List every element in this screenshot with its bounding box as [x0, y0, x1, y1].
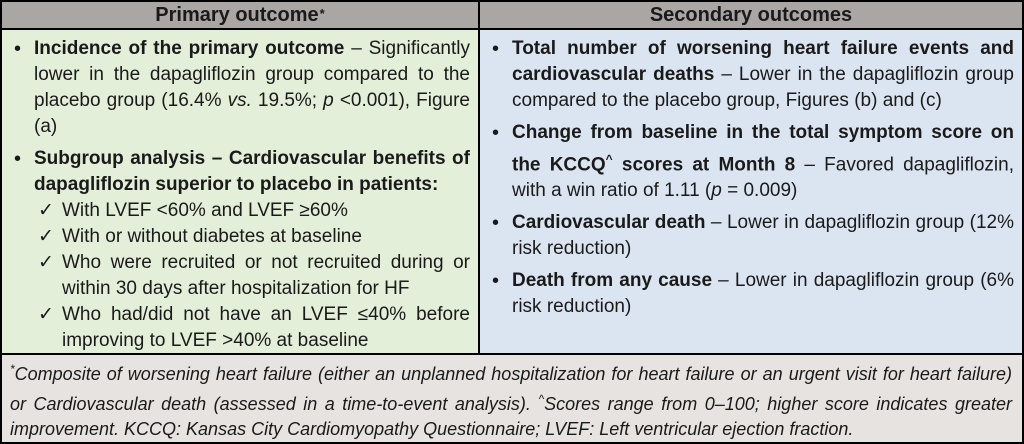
item-text	[512, 210, 1014, 262]
check-item	[38, 224, 470, 250]
text-segment: scores at Month 8	[612, 154, 796, 176]
asterisk-superscript: *	[319, 5, 325, 21]
text-segment: Scores range from 0–100; higher score indicates greater improvement. KCCQ: Kansas City Cardiomyopathy Questionnaire; LVEF: Left ventricular ejection fraction.	[10, 394, 1012, 439]
check-icon: ✓	[38, 304, 54, 325]
text-segment: Subgroup analysis – Cardiovascular benefits of dapagliflozin superior to placebo in patients:	[34, 148, 470, 195]
item-text	[62, 198, 470, 224]
item-text	[512, 120, 1014, 204]
bullet-item	[14, 36, 470, 140]
text-segment: = 0.009)	[721, 180, 798, 202]
text-segment: – Significantly lower in the dapagliflozin group compared to the placebo group (16.4%	[34, 38, 470, 111]
secondary-outcomes-header-label: Secondary outcomes	[649, 4, 853, 26]
text-segment: Total number of worsening heart failure events and cardiovascular deaths	[512, 38, 1014, 85]
item-text	[34, 36, 470, 140]
secondary-outcomes-header	[480, 2, 1022, 28]
bullet-item	[492, 268, 1014, 320]
check-icon: ✓	[38, 252, 54, 273]
bullet-item	[492, 210, 1014, 262]
text-segment: – Favored dapagliflozin, with a win ratio of 1.11 (	[512, 154, 1014, 202]
table-body-row	[2, 30, 1022, 353]
check-item	[38, 302, 470, 353]
bullet-item	[14, 146, 470, 198]
bullet-icon: •	[492, 122, 500, 144]
item-text	[512, 36, 1014, 114]
text-segment: Cardiovascular death	[512, 212, 706, 234]
text-segment: vs.	[227, 90, 252, 111]
item-text	[62, 250, 470, 302]
bullet-icon: •	[492, 38, 500, 60]
check-item	[38, 250, 470, 302]
table-header-row	[2, 2, 1022, 30]
bullet-item	[492, 120, 1014, 204]
item-text	[62, 302, 470, 353]
text-segment: *	[10, 362, 15, 376]
text-segment: Change from baseline in the total symptom score on the KCCQ	[512, 122, 1014, 176]
text-segment: With LVEF <60% and LVEF ≥60%	[62, 200, 348, 221]
text-segment: Death from any cause	[512, 270, 713, 292]
text-segment: – Lower in the dapagliflozin group compared to the placebo group, Figures (b) and (c)	[512, 64, 1014, 111]
primary-outcome-header	[2, 2, 480, 28]
secondary-outcomes-cell	[480, 30, 1022, 353]
check-icon: ✓	[38, 200, 54, 221]
primary-outcome-cell	[2, 30, 480, 353]
footnote	[2, 353, 1022, 442]
bullet-icon: •	[14, 148, 22, 170]
text-segment: 19.5%;	[251, 90, 324, 111]
text-segment: – Lower in dapagliflozin group (12% risk reduction)	[512, 212, 1014, 260]
check-icon: ✓	[38, 226, 54, 247]
text-segment: Composite of worsening heart failure (either an unplanned hospitalization for heart failure or an urgent visit for heart failure) or Cardiovascular death (assessed in a time-to-event analysis).	[10, 364, 1012, 414]
item-text	[34, 146, 470, 198]
bullet-item	[492, 36, 1014, 114]
primary-outcome-header-label: Primary outcome	[155, 4, 319, 26]
text-segment: With or without diabetes at baseline	[62, 226, 362, 247]
item-text	[512, 268, 1014, 320]
text-segment: ^	[605, 152, 613, 166]
bullet-icon: •	[492, 270, 500, 293]
bullet-icon: •	[492, 212, 500, 235]
item-text	[62, 224, 470, 250]
text-segment: Who had/did not have an LVEF ≤40% before improving to LVEF >40% at baseline	[62, 304, 470, 351]
bullet-icon: •	[14, 38, 22, 60]
text-segment: Incidence of the primary outcome	[34, 38, 345, 59]
text-segment: – Lower in dapagliflozin group (6% risk reduction)	[512, 270, 1014, 318]
check-item	[38, 198, 470, 224]
text-segment: p	[711, 180, 722, 202]
text-segment: <0.001), Figure (a)	[34, 90, 470, 137]
text-segment: Who were recruited or not recruited during or within 30 days after hospitalization for HF	[62, 252, 470, 299]
text-segment: p	[323, 90, 334, 111]
text-segment: ^	[538, 392, 545, 406]
